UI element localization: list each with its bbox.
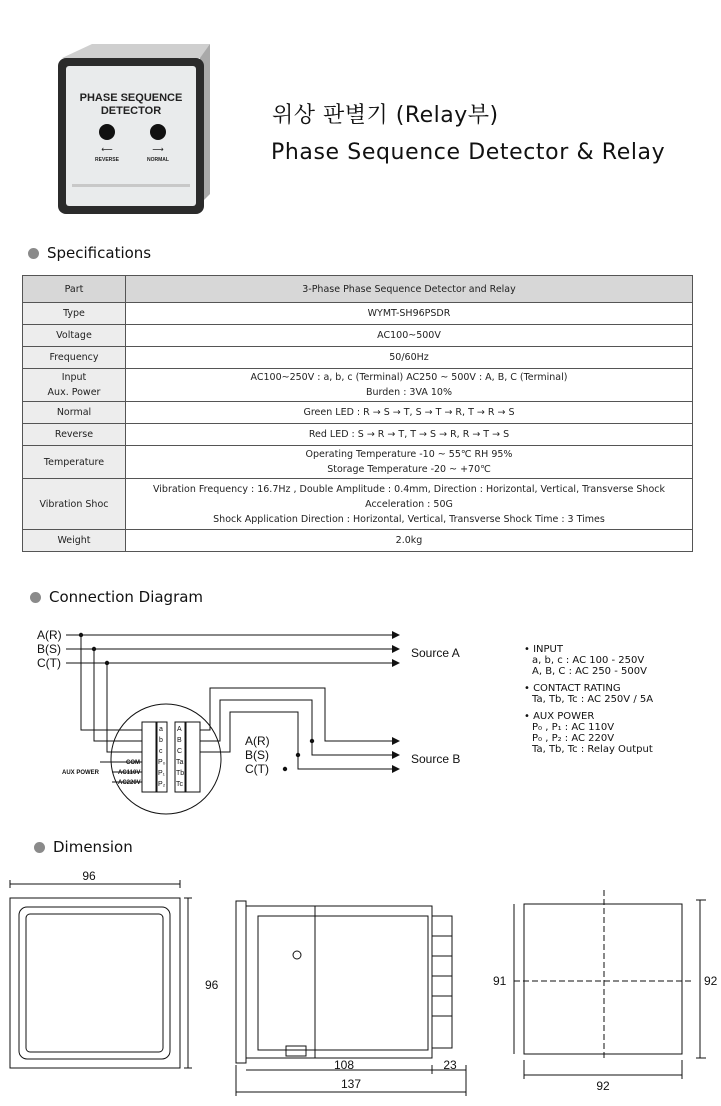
- section-title: Dimension: [53, 838, 133, 856]
- legend-contact-head: • CONTACT RATING: [524, 683, 621, 694]
- row-value: [126, 479, 693, 530]
- spec-table: [22, 275, 693, 552]
- row-value: 50/60Hz: [126, 347, 693, 369]
- dim-side-body: 108: [333, 1058, 355, 1072]
- header-value: 3-Phase Phase Sequence Detector and Relay: [126, 276, 693, 303]
- title-korean: 위상 판별기 (Relay부): [272, 103, 499, 128]
- row-value-line1: Operating Temperature -10 ~ 55℃ RH 95%: [305, 449, 513, 460]
- device-label-line2: DETECTOR: [100, 105, 162, 117]
- header-part: Part: [23, 276, 126, 303]
- table-row: [23, 530, 693, 552]
- row-value-line2: Shock Application Direction : Horizontal, Vertical, Transverse Shock Time : 3 Times: [213, 513, 605, 525]
- legend-aux-line3: Ta, Tb, Tc : Relay Output: [532, 744, 653, 755]
- dim-side-total: 137: [340, 1077, 362, 1091]
- dim-cutout-width: 92: [596, 1079, 610, 1093]
- source-b-label: Source B: [411, 752, 461, 766]
- row-value: AC100~500V: [126, 325, 693, 347]
- source-a-label: Source A: [411, 646, 460, 660]
- section-dimension: [34, 838, 133, 856]
- legend-aux-head: • AUX POWER: [524, 711, 595, 722]
- connection-legend: [524, 644, 653, 755]
- section-specifications: [28, 244, 151, 262]
- table-row: [23, 369, 693, 402]
- terminal-label: Tc: [176, 781, 183, 788]
- bullet-icon: [28, 248, 39, 259]
- row-label: Vibration Shoc: [23, 479, 126, 530]
- row-label: Weight: [23, 530, 126, 552]
- dim-front-width: 96: [82, 869, 96, 883]
- terminal-label: P₀: [158, 759, 166, 766]
- terminal-com: COM: [126, 760, 140, 766]
- terminal-ac110: AC110V: [118, 770, 141, 776]
- line-b-label: B(S): [37, 642, 61, 656]
- row-value: Red LED : S → R → T, T → S → R, R → T → S: [126, 424, 693, 446]
- legend-input-line1: a, b, c : AC 100 - 250V: [532, 655, 645, 666]
- terminal-label: c: [159, 748, 163, 755]
- terminal-label: P₂: [158, 781, 166, 788]
- table-row: [23, 402, 693, 424]
- row-value: [126, 369, 693, 402]
- table-header-row: [23, 276, 693, 303]
- table-row: [23, 446, 693, 479]
- row-value: 2.0kg: [126, 530, 693, 552]
- row-value-line2: Storage Temperature -20 ~ +70℃: [327, 464, 491, 475]
- dim-cutout-height-right: 92: [704, 974, 718, 988]
- row-label: Type: [23, 303, 126, 325]
- row-label-line2: Aux. Power: [47, 387, 101, 398]
- row-label: Frequency: [23, 347, 126, 369]
- svg-text:⟶: ⟶: [152, 145, 164, 154]
- row-value: WYMT-SH96PSDR: [126, 303, 693, 325]
- row-label: Normal: [23, 402, 126, 424]
- table-row: [23, 347, 693, 369]
- title-english: Phase Sequence Detector & Relay: [271, 140, 666, 165]
- row-value: Green LED : R → S → T, S → T → R, T → R → S: [126, 402, 693, 424]
- legend-input-head: • INPUT: [524, 644, 563, 655]
- legend-aux-line2: P₀ , P₂ : AC 220V: [532, 733, 615, 744]
- section-title: Specifications: [47, 244, 152, 262]
- product-photo: [52, 44, 210, 214]
- row-label: Reverse: [23, 424, 126, 446]
- section-title: Connection Diagram: [49, 588, 204, 606]
- table-row: [23, 303, 693, 325]
- line-a-label: A(R): [37, 628, 62, 642]
- row-label: Voltage: [23, 325, 126, 347]
- section-connection: [30, 588, 203, 606]
- legend-contact-line1: Ta, Tb, Tc : AC 250V / 5A: [532, 694, 654, 705]
- line-b-a-label: A(R): [245, 734, 270, 748]
- legend-aux-line1: P₀ , P₁ : AC 110V: [532, 722, 615, 733]
- terminal-label: b: [159, 737, 163, 744]
- terminal-label: a: [159, 726, 163, 733]
- svg-text:⟵: ⟵: [101, 145, 113, 154]
- line-b-c-label: C(T): [245, 762, 269, 776]
- terminal-label: B: [177, 737, 182, 744]
- device-normal-label: NORMAL: [147, 157, 169, 163]
- line-b-b-label: B(S): [245, 748, 269, 762]
- row-value-line1: Vibration Frequency : 16.7Hz , Double Amplitude : 0.4mm, Direction : Horizontal, Vertical, Transverse Shock Acceleration : 50G: [152, 483, 665, 510]
- row-label: Temperature: [23, 446, 126, 479]
- dim-cutout-height-left: 91: [493, 974, 507, 988]
- bullet-icon: [30, 592, 41, 603]
- terminal-label: P₁: [158, 770, 166, 777]
- terminal-label: A: [177, 726, 182, 733]
- dim-front-height: 96: [205, 978, 219, 992]
- terminal-label: Tb: [176, 770, 185, 777]
- dim-side-front: 23: [443, 1058, 457, 1072]
- terminal-ac220: AC220V: [118, 780, 141, 786]
- legend-input-line2: A, B, C : AC 250 - 500V: [532, 666, 647, 677]
- terminal-label: Ta: [176, 759, 184, 766]
- row-label: [23, 369, 126, 402]
- device-label-line1: PHASE SEQUENCE: [79, 92, 183, 104]
- line-c-label: C(T): [37, 656, 61, 670]
- terminal-label: C: [177, 748, 183, 755]
- table-row: [23, 479, 693, 530]
- device-reverse-label: REVERSE: [95, 157, 119, 163]
- table-row: [23, 325, 693, 347]
- aux-power-label: AUX POWER: [62, 770, 100, 776]
- row-value-line2: Burden : 3VA 10%: [366, 387, 452, 398]
- bullet-icon: [34, 842, 45, 853]
- table-row: [23, 424, 693, 446]
- dimension-drawings: [0, 860, 721, 1100]
- row-label-line1: Input: [61, 372, 87, 383]
- row-value-line1: AC100~250V : a, b, c (Terminal) AC250 ~ 500V : A, B, C (Terminal): [250, 372, 568, 383]
- row-value: [126, 446, 693, 479]
